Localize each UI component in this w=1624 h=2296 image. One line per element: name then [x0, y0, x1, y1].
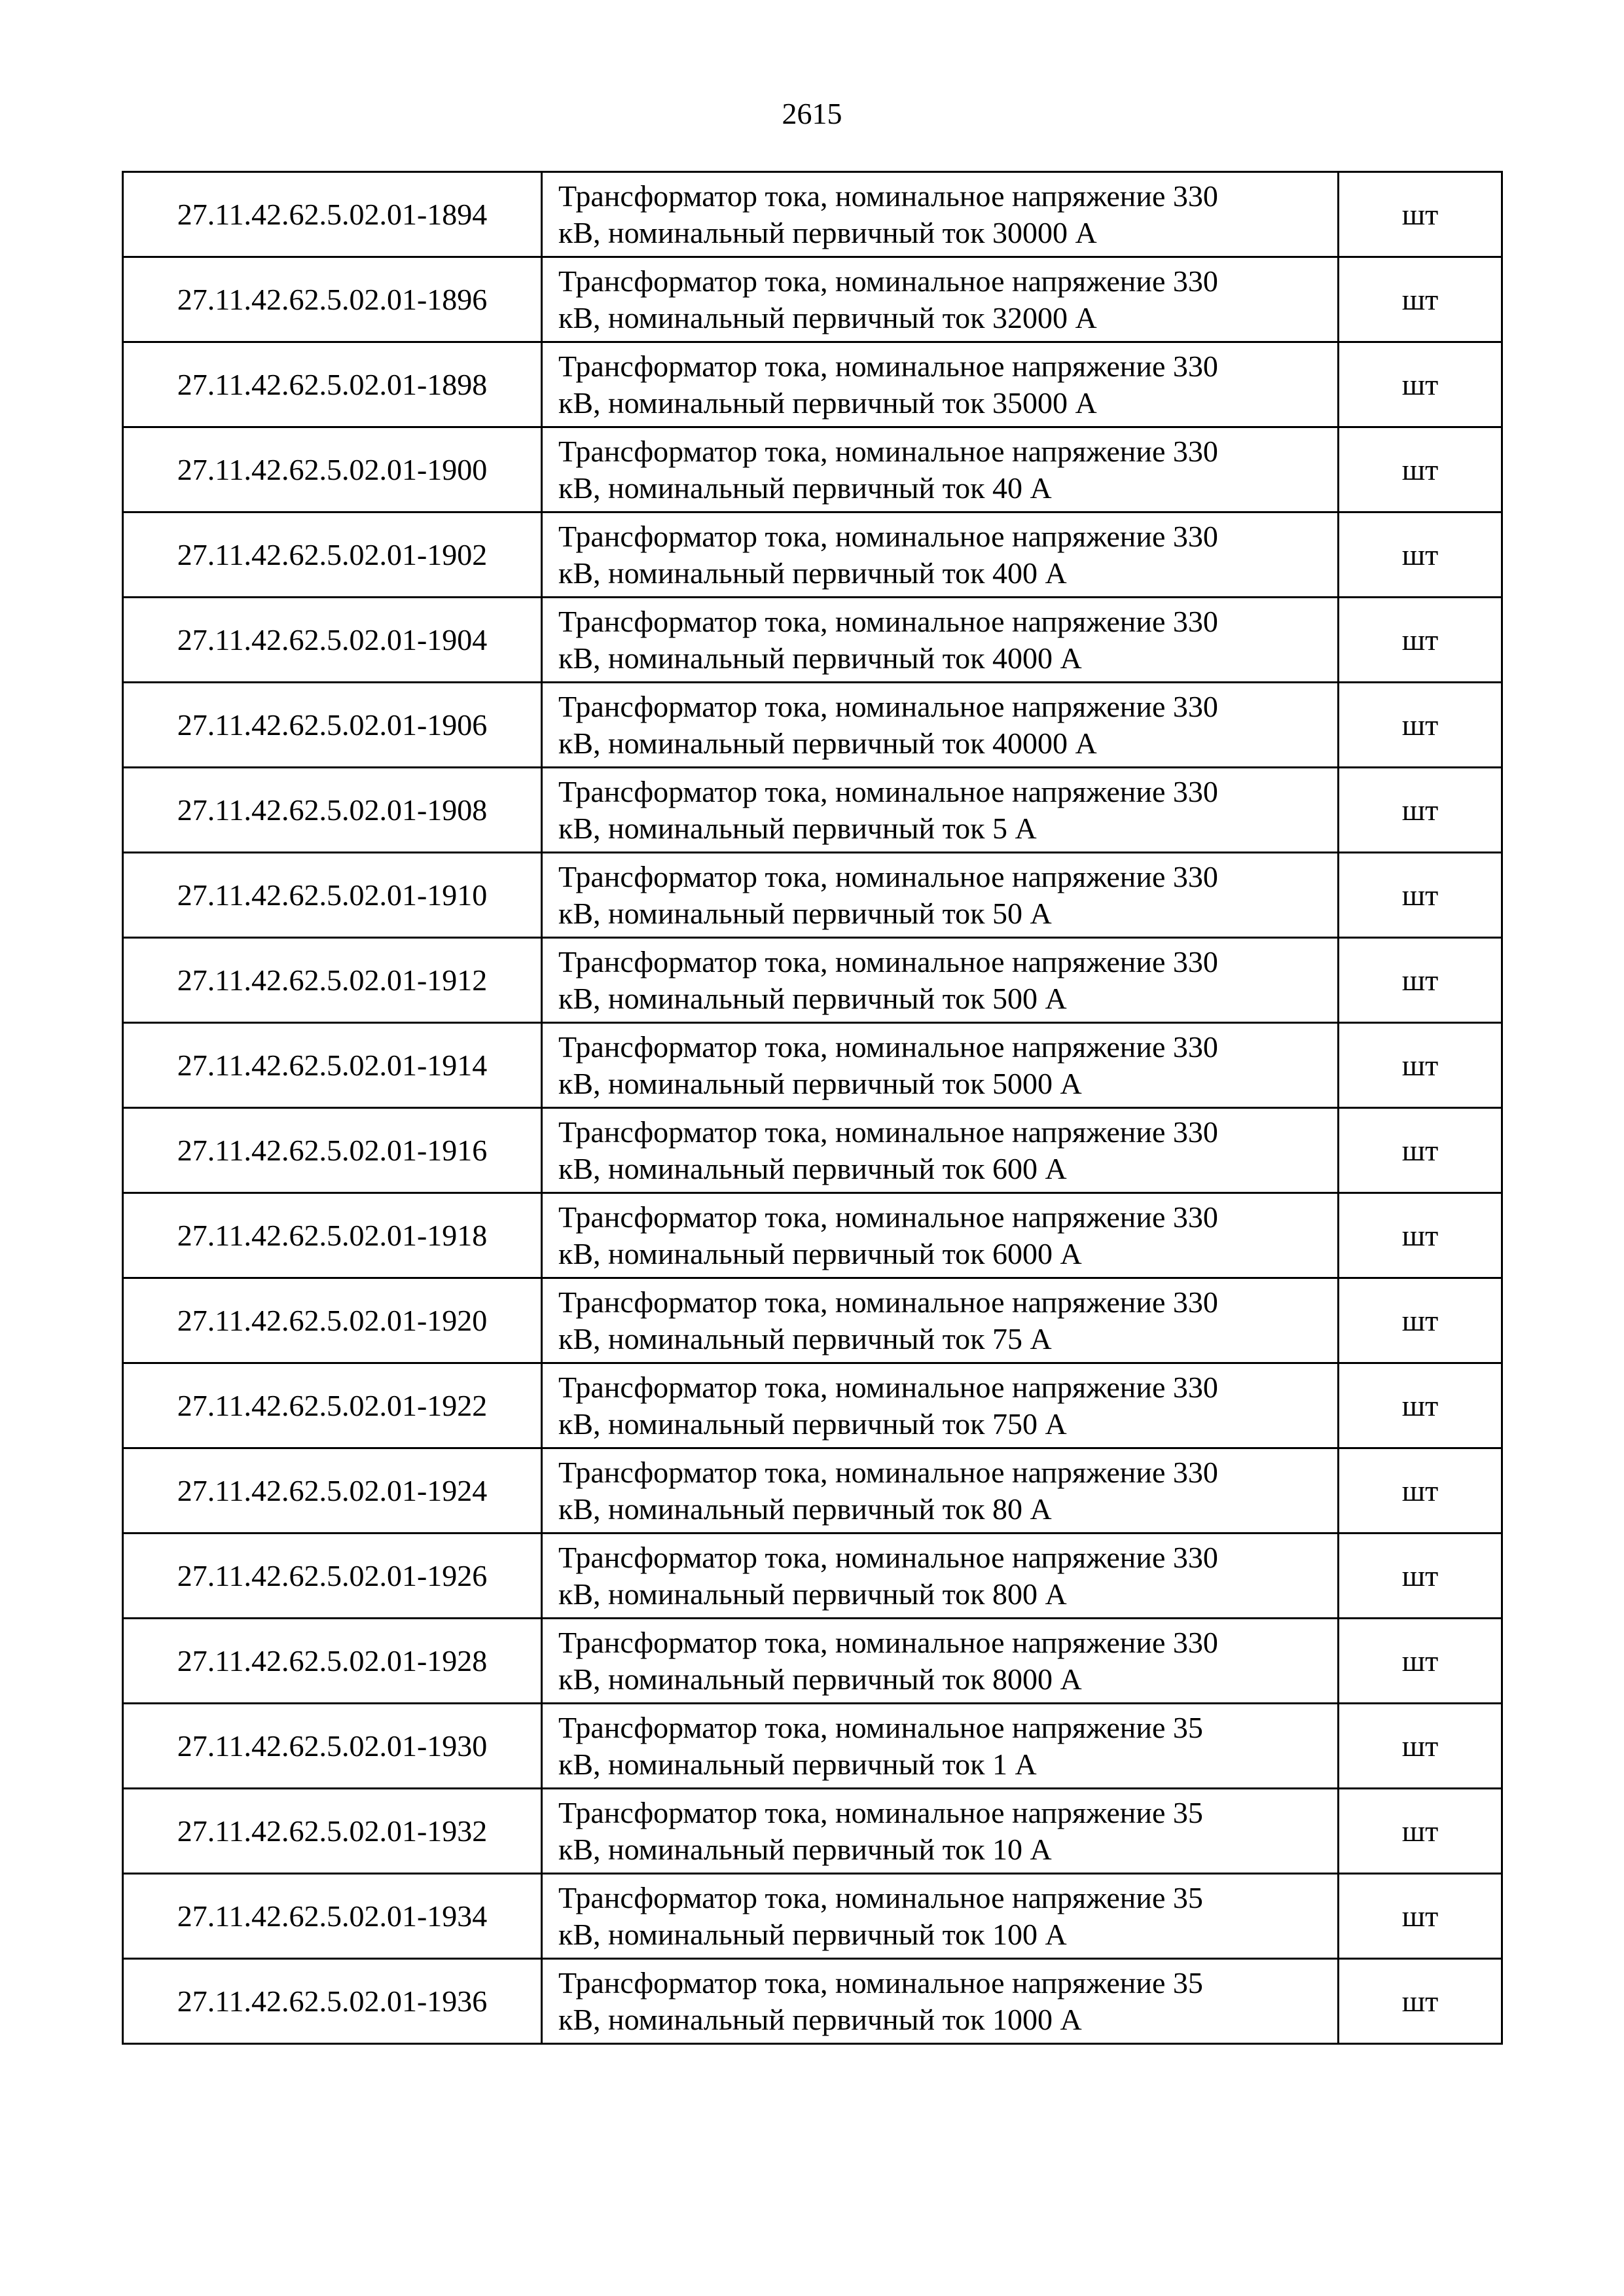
item-description-line-2: кВ, номинальный первичный ток 80 А — [558, 1492, 1052, 1526]
item-description-line-2: кВ, номинальный первичный ток 75 А — [558, 1321, 1052, 1355]
table-row — [123, 683, 1502, 768]
item-unit: шт — [1339, 938, 1502, 1023]
item-description — [542, 1619, 1339, 1704]
item-code: 27.11.42.62.5.02.01-1936 — [123, 1959, 542, 2044]
item-description — [542, 342, 1339, 427]
item-code: 27.11.42.62.5.02.01-1918 — [123, 1193, 542, 1278]
item-description-line-1: Трансформатор тока, номинальное напряжение 330 — [558, 349, 1218, 383]
table-row — [123, 427, 1502, 512]
item-description-line-2: кВ, номинальный первичный ток 30000 А — [558, 215, 1097, 249]
item-unit: шт — [1339, 1023, 1502, 1108]
item-description-line-1: Трансформатор тока, номинальное напряжение 330 — [558, 944, 1218, 978]
table-row — [123, 512, 1502, 598]
item-description-line-2: кВ, номинальный первичный ток 100 А — [558, 1917, 1067, 1951]
table-row — [123, 1448, 1502, 1534]
item-description-line-2: кВ, номинальный первичный ток 1 А — [558, 1747, 1037, 1781]
item-description — [542, 683, 1339, 768]
item-description — [542, 598, 1339, 683]
item-description — [542, 1448, 1339, 1534]
item-code: 27.11.42.62.5.02.01-1916 — [123, 1108, 542, 1193]
item-code: 27.11.42.62.5.02.01-1926 — [123, 1534, 542, 1619]
items-table-body — [123, 172, 1502, 2044]
item-description — [542, 853, 1339, 938]
table-row — [123, 257, 1502, 342]
item-code: 27.11.42.62.5.02.01-1932 — [123, 1789, 542, 1874]
item-description-line-1: Трансформатор тока, номинальное напряжение 330 — [558, 1455, 1218, 1489]
item-description-line-1: Трансформатор тока, номинальное напряжение 330 — [558, 434, 1218, 468]
item-description-line-1: Трансформатор тока, номинальное напряжение 330 — [558, 1030, 1218, 1064]
item-unit: шт — [1339, 1534, 1502, 1619]
item-unit: шт — [1339, 853, 1502, 938]
table-row — [123, 1278, 1502, 1363]
page-number: 2615 — [782, 97, 842, 130]
item-description — [542, 1789, 1339, 1874]
item-unit: шт — [1339, 1448, 1502, 1534]
item-description-line-1: Трансформатор тока, номинальное напряжение 330 — [558, 1540, 1218, 1574]
item-description — [542, 172, 1339, 257]
item-description-line-1: Трансформатор тока, номинальное напряжение 330 — [558, 1370, 1218, 1404]
table-row — [123, 768, 1502, 853]
item-description-line-1: Трансформатор тока, номинальное напряжение 35 — [558, 1795, 1203, 1829]
item-code: 27.11.42.62.5.02.01-1896 — [123, 257, 542, 342]
item-unit: шт — [1339, 768, 1502, 853]
item-description-line-2: кВ, номинальный первичный ток 32000 А — [558, 300, 1097, 334]
item-description-line-2: кВ, номинальный первичный ток 750 А — [558, 1407, 1067, 1441]
table-row — [123, 172, 1502, 257]
item-description-line-1: Трансформатор тока, номинальное напряжение 330 — [558, 689, 1218, 723]
table-row — [123, 598, 1502, 683]
item-unit: шт — [1339, 1704, 1502, 1789]
item-unit: шт — [1339, 172, 1502, 257]
item-description-line-1: Трансформатор тока, номинальное напряжение 35 — [558, 1965, 1203, 2000]
items-table — [122, 171, 1503, 2045]
item-code: 27.11.42.62.5.02.01-1912 — [123, 938, 542, 1023]
item-description-line-1: Трансформатор тока, номинальное напряжение 35 — [558, 1880, 1203, 1914]
item-description — [542, 1704, 1339, 1789]
item-description — [542, 1874, 1339, 1959]
item-description — [542, 1959, 1339, 2044]
item-unit: шт — [1339, 1874, 1502, 1959]
item-description-line-2: кВ, номинальный первичный ток 10 А — [558, 1832, 1052, 1866]
item-unit: шт — [1339, 427, 1502, 512]
item-unit: шт — [1339, 1959, 1502, 2044]
item-unit: шт — [1339, 512, 1502, 598]
item-description — [542, 512, 1339, 598]
item-code: 27.11.42.62.5.02.01-1908 — [123, 768, 542, 853]
item-description-line-2: кВ, номинальный первичный ток 6000 А — [558, 1236, 1082, 1270]
item-code: 27.11.42.62.5.02.01-1910 — [123, 853, 542, 938]
table-row — [123, 1704, 1502, 1789]
table-row — [123, 1193, 1502, 1278]
item-unit: шт — [1339, 683, 1502, 768]
item-description-line-1: Трансформатор тока, номинальное напряжение 330 — [558, 1200, 1218, 1234]
item-code: 27.11.42.62.5.02.01-1898 — [123, 342, 542, 427]
item-description-line-2: кВ, номинальный первичный ток 40 А — [558, 471, 1052, 505]
item-description-line-2: кВ, номинальный первичный ток 400 А — [558, 556, 1067, 590]
table-row — [123, 853, 1502, 938]
item-description-line-2: кВ, номинальный первичный ток 600 А — [558, 1151, 1067, 1185]
item-description-line-1: Трансформатор тока, номинальное напряжение 35 — [558, 1710, 1203, 1744]
item-description-line-2: кВ, номинальный первичный ток 5000 А — [558, 1066, 1082, 1100]
item-unit: шт — [1339, 342, 1502, 427]
item-unit: шт — [1339, 1363, 1502, 1448]
item-description — [542, 257, 1339, 342]
item-description — [542, 768, 1339, 853]
item-unit: шт — [1339, 1108, 1502, 1193]
table-row — [123, 938, 1502, 1023]
table-row — [123, 1534, 1502, 1619]
item-description-line-2: кВ, номинальный первичный ток 1000 А — [558, 2002, 1082, 2036]
item-description-line-1: Трансформатор тока, номинальное напряжение 330 — [558, 264, 1218, 298]
table-row — [123, 1619, 1502, 1704]
table-row — [123, 1108, 1502, 1193]
table-row — [123, 1023, 1502, 1108]
item-description-line-1: Трансформатор тока, номинальное напряжение 330 — [558, 1625, 1218, 1659]
item-code: 27.11.42.62.5.02.01-1930 — [123, 1704, 542, 1789]
item-description-line-1: Трансформатор тока, номинальное напряжение 330 — [558, 179, 1218, 213]
table-row — [123, 1959, 1502, 2044]
item-code: 27.11.42.62.5.02.01-1922 — [123, 1363, 542, 1448]
item-description-line-2: кВ, номинальный первичный ток 8000 А — [558, 1662, 1082, 1696]
item-description — [542, 427, 1339, 512]
table-row — [123, 1874, 1502, 1959]
item-unit: шт — [1339, 1278, 1502, 1363]
item-unit: шт — [1339, 1193, 1502, 1278]
item-description-line-1: Трансформатор тока, номинальное напряжение 330 — [558, 859, 1218, 893]
table-row — [123, 1363, 1502, 1448]
item-code: 27.11.42.62.5.02.01-1902 — [123, 512, 542, 598]
item-description-line-2: кВ, номинальный первичный ток 500 А — [558, 981, 1067, 1015]
item-code: 27.11.42.62.5.02.01-1920 — [123, 1278, 542, 1363]
item-description — [542, 938, 1339, 1023]
item-code: 27.11.42.62.5.02.01-1934 — [123, 1874, 542, 1959]
table-row — [123, 342, 1502, 427]
item-description — [542, 1108, 1339, 1193]
item-description-line-1: Трансформатор тока, номинальное напряжение 330 — [558, 1115, 1218, 1149]
item-code: 27.11.42.62.5.02.01-1924 — [123, 1448, 542, 1534]
item-description-line-1: Трансформатор тока, номинальное напряжение 330 — [558, 1285, 1218, 1319]
item-description-line-2: кВ, номинальный первичный ток 35000 А — [558, 386, 1097, 420]
item-unit: шт — [1339, 1619, 1502, 1704]
item-description-line-1: Трансформатор тока, номинальное напряжение 330 — [558, 604, 1218, 638]
item-description-line-2: кВ, номинальный первичный ток 800 А — [558, 1577, 1067, 1611]
item-code: 27.11.42.62.5.02.01-1906 — [123, 683, 542, 768]
item-unit: шт — [1339, 1789, 1502, 1874]
item-description — [542, 1023, 1339, 1108]
item-description-line-1: Трансформатор тока, номинальное напряжение 330 — [558, 774, 1218, 808]
item-code: 27.11.42.62.5.02.01-1904 — [123, 598, 542, 683]
item-description — [542, 1193, 1339, 1278]
item-unit: шт — [1339, 257, 1502, 342]
item-unit: шт — [1339, 598, 1502, 683]
item-description — [542, 1534, 1339, 1619]
item-code: 27.11.42.62.5.02.01-1914 — [123, 1023, 542, 1108]
item-description-line-2: кВ, номинальный первичный ток 40000 А — [558, 726, 1097, 760]
item-description — [542, 1363, 1339, 1448]
item-description — [542, 1278, 1339, 1363]
item-description-line-2: кВ, номинальный первичный ток 5 А — [558, 811, 1037, 845]
item-code: 27.11.42.62.5.02.01-1900 — [123, 427, 542, 512]
item-code: 27.11.42.62.5.02.01-1894 — [123, 172, 542, 257]
item-description-line-1: Трансформатор тока, номинальное напряжение 330 — [558, 519, 1218, 553]
item-description-line-2: кВ, номинальный первичный ток 50 А — [558, 896, 1052, 930]
table-row — [123, 1789, 1502, 1874]
item-code: 27.11.42.62.5.02.01-1928 — [123, 1619, 542, 1704]
item-description-line-2: кВ, номинальный первичный ток 4000 А — [558, 641, 1082, 675]
